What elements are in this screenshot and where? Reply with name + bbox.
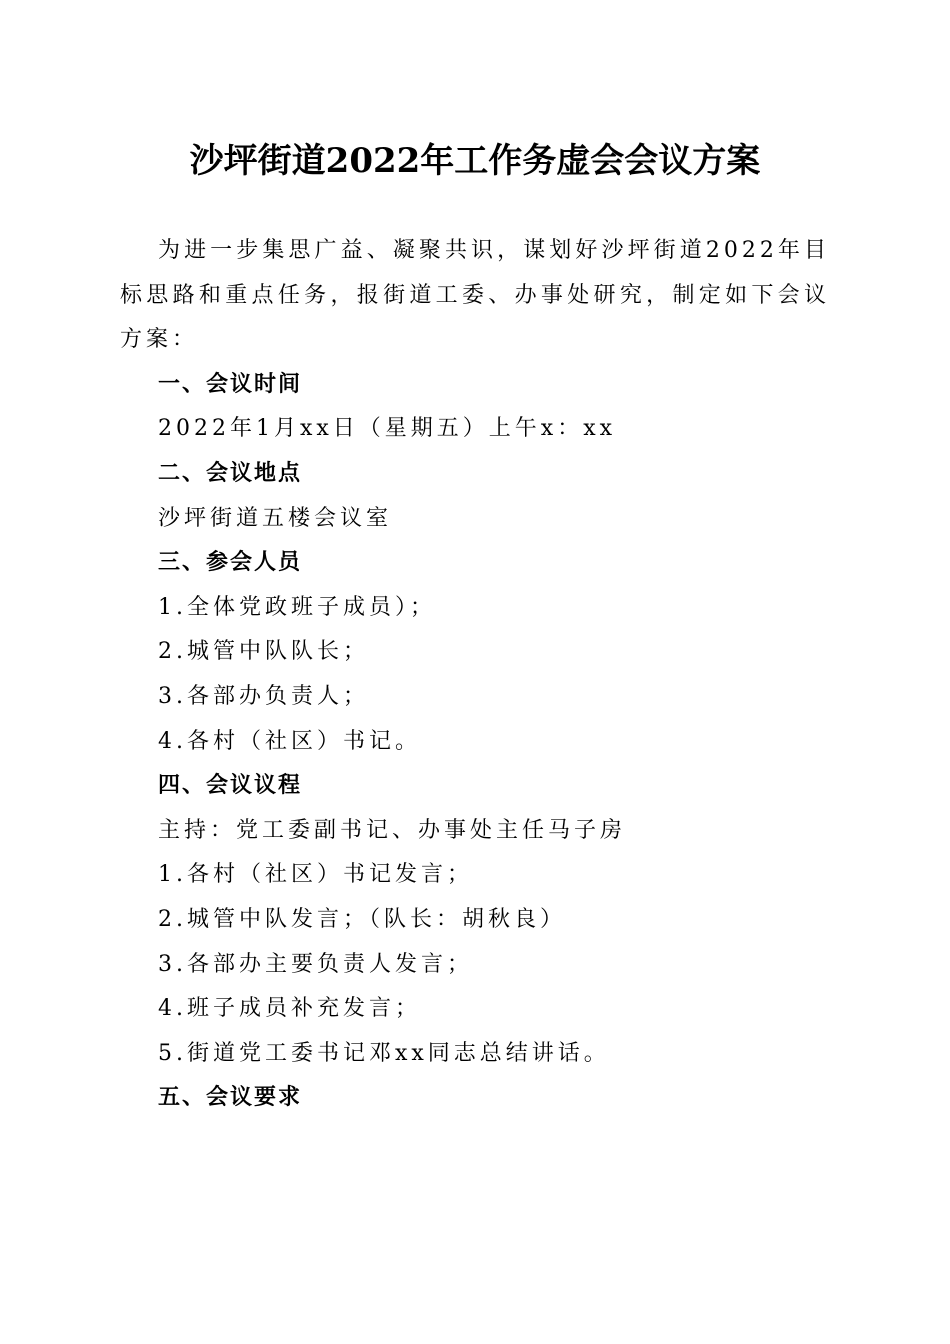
attendee-item: 3.各部办负责人； [158, 683, 369, 709]
attendee-item: 1.全体党政班子成员）； [158, 594, 436, 620]
section-heading-agenda: 四、会议议程 [158, 773, 303, 799]
meeting-time-text: 2022年1月xx日（星期五）上午x：xx [158, 416, 617, 442]
section-heading-meeting-time: 一、会议时间 [158, 371, 303, 397]
section-heading-attendees: 三、参会人员 [158, 550, 303, 576]
section-heading-requirements: 五、会议要求 [158, 1085, 303, 1111]
attendee-item: 4.各村（社区）书记。 [158, 728, 421, 754]
section-heading-meeting-location: 二、会议地点 [158, 460, 303, 486]
meeting-location-text: 沙坪街道五楼会议室 [158, 505, 393, 531]
intro-paragraph: 为进一步集思广益、凝聚共识，谋划好沙坪街道2022年目标思路和重点任务，报街道工委、办事处研究，制定如下会议方案： [120, 238, 830, 353]
agenda-host-text: 主持：党工委副书记、办事处主任马子房 [158, 817, 627, 843]
agenda-item: 2.城管中队发言；（队长：胡秋良） [158, 906, 566, 932]
agenda-item: 5.街道党工委书记邓xx同志总结讲话。 [158, 1040, 610, 1066]
agenda-item: 4.班子成员补充发言； [158, 996, 421, 1022]
document-title: 沙坪街道2022年工作务虚会会议方案 [189, 141, 761, 181]
attendee-item: 2.城管中队队长； [158, 639, 369, 665]
document-body [120, 229, 830, 1121]
agenda-item: 3.各部办主要负责人发言； [158, 951, 473, 977]
agenda-item: 1.各村（社区）书记发言； [158, 862, 473, 888]
